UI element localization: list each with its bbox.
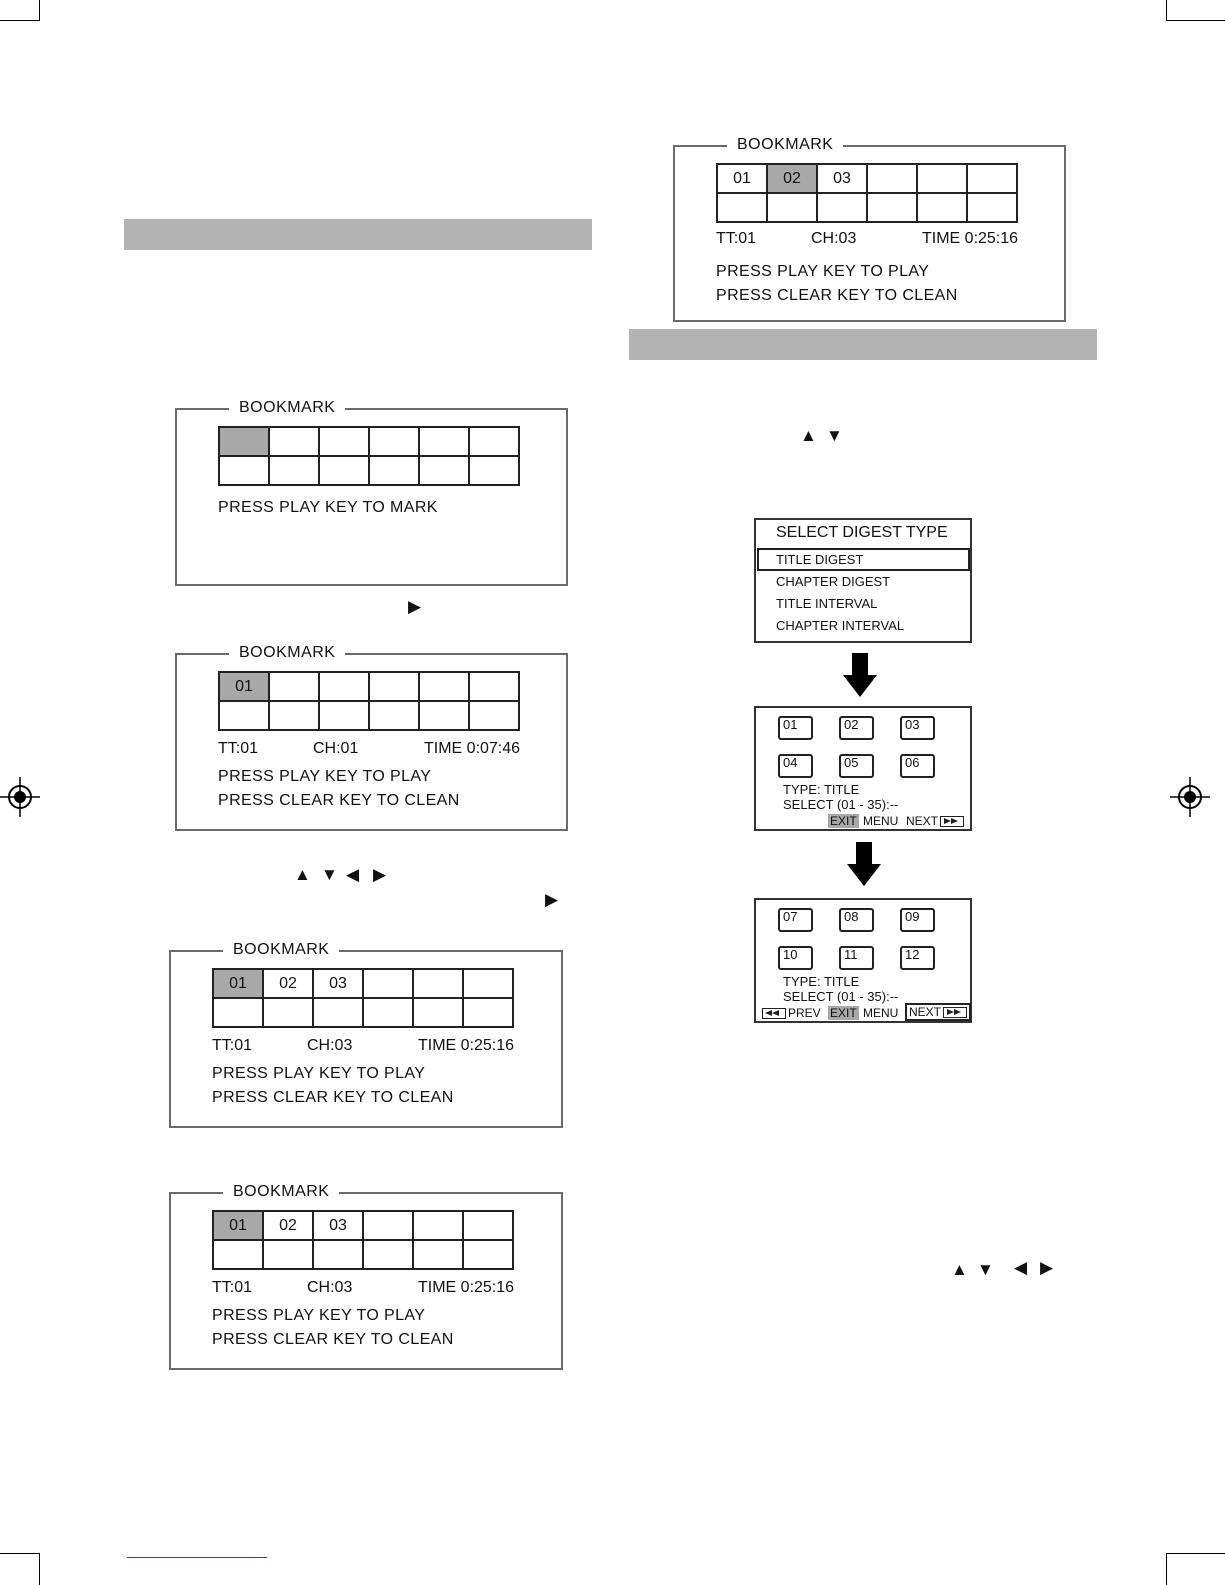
bookmark-time: TIME 0:07:46 [424, 740, 521, 757]
bookmark-slot[interactable] [419, 672, 469, 701]
bookmark-message: PRESS CLEAR KEY TO CLEAN [212, 1331, 454, 1348]
menu-button[interactable]: MENU [863, 814, 899, 828]
bookmark-slot[interactable] [213, 998, 263, 1027]
crop-mark [1166, 20, 1225, 21]
digest-menu-title: SELECT DIGEST TYPE [776, 524, 948, 541]
crop-mark [1166, 1553, 1167, 1585]
bookmark-slot[interactable] [319, 701, 369, 730]
bookmark-slot[interactable] [263, 1240, 313, 1269]
down-arrow-icon: ▼ [321, 865, 338, 884]
bookmark-slot[interactable] [363, 998, 413, 1027]
bookmark-grid [212, 968, 514, 1028]
flow-down-arrow-icon [847, 842, 881, 886]
digest-thumbnail-screen [754, 706, 972, 831]
bookmark-message: PRESS PLAY KEY TO PLAY [218, 768, 432, 785]
bookmark-chapter-number: CH:03 [811, 230, 857, 247]
bookmark-slot[interactable] [263, 998, 313, 1027]
bookmark-slot[interactable] [363, 1240, 413, 1269]
digest-thumbnail[interactable]: 09 [900, 908, 935, 932]
menu-button[interactable]: MENU [863, 1006, 899, 1020]
down-arrow-icon: ▼ [977, 1260, 994, 1279]
bookmark-grid [212, 1210, 514, 1270]
bookmark-screen [175, 644, 568, 831]
bookmark-title-number: TT:01 [716, 230, 757, 247]
bookmark-message: PRESS CLEAR KEY TO CLEAN [212, 1089, 454, 1106]
bookmark-slot[interactable] [369, 456, 419, 485]
left-arrow-icon: ◀ [346, 865, 360, 884]
bookmark-slot[interactable] [419, 427, 469, 456]
bookmark-slot[interactable] [967, 193, 1017, 222]
bookmark-slot[interactable]: 03 [313, 969, 363, 998]
bookmark-slot[interactable] [319, 456, 369, 485]
prev-label: PREV [788, 1006, 821, 1020]
bookmark-slot[interactable] [867, 193, 917, 222]
bookmark-chapter-number: CH:03 [307, 1037, 353, 1054]
bookmark-slot[interactable] [319, 672, 369, 701]
bookmark-title-number: TT:01 [212, 1037, 253, 1054]
next-button[interactable] [906, 814, 964, 828]
bookmark-slot[interactable]: 01 [213, 1211, 263, 1240]
bookmark-slot[interactable] [269, 427, 319, 456]
bookmark-slot[interactable] [463, 1240, 513, 1269]
digest-select-prompt: SELECT (01 - 35):-- [783, 797, 899, 812]
bookmark-slot[interactable] [413, 1211, 463, 1240]
bookmark-slot[interactable] [413, 998, 463, 1027]
bookmark-slot[interactable] [767, 193, 817, 222]
bookmark-slot[interactable]: 02 [767, 164, 817, 193]
bookmark-slot[interactable] [463, 969, 513, 998]
footer-rule [127, 1557, 267, 1558]
bookmark-slot[interactable] [269, 456, 319, 485]
bookmark-chapter-number: CH:01 [313, 740, 359, 757]
bookmark-slot[interactable] [469, 672, 519, 701]
bookmark-grid [218, 426, 520, 486]
bookmark-grid [716, 163, 1018, 223]
bookmark-slot[interactable] [219, 427, 269, 456]
bookmark-time: TIME 0:25:16 [922, 230, 1019, 247]
bookmark-time: TIME 0:25:16 [418, 1279, 515, 1296]
bookmark-slot[interactable] [413, 1240, 463, 1269]
digest-select-prompt: SELECT (01 - 35):-- [783, 989, 899, 1004]
registration-mark-icon [1170, 777, 1210, 817]
fast-forward-icon [943, 1007, 967, 1018]
bookmark-screen [169, 1183, 563, 1370]
bookmark-slot[interactable] [469, 456, 519, 485]
bookmark-slot[interactable]: 02 [263, 969, 313, 998]
crop-mark [1166, 0, 1167, 20]
bookmark-slot[interactable] [219, 701, 269, 730]
bookmark-slot[interactable]: 03 [817, 164, 867, 193]
play-icon: ▶ [408, 597, 422, 616]
bookmark-time: TIME 0:25:16 [418, 1037, 515, 1054]
section-header-bar [124, 219, 592, 250]
bookmark-title: BOOKMARK [229, 396, 345, 420]
bookmark-slot[interactable]: 01 [213, 969, 263, 998]
bookmark-slot[interactable] [213, 1240, 263, 1269]
bookmark-slot[interactable] [269, 672, 319, 701]
bookmark-slot[interactable] [313, 1240, 363, 1269]
bookmark-slot[interactable] [313, 998, 363, 1027]
crop-mark [1166, 1553, 1225, 1554]
digest-option-chapter-interval[interactable]: CHAPTER INTERVAL [776, 618, 905, 633]
section-header-bar [629, 329, 1097, 360]
digest-type-label: TYPE: TITLE [783, 974, 860, 989]
bookmark-title: BOOKMARK [229, 641, 345, 665]
bookmark-slot[interactable]: 03 [313, 1211, 363, 1240]
bookmark-title-number: TT:01 [212, 1279, 253, 1296]
digest-thumbnail[interactable]: 11 [839, 946, 874, 970]
digest-thumbnail[interactable]: 10 [778, 946, 813, 970]
crop-mark [0, 1553, 40, 1554]
digest-thumbnail[interactable]: 08 [839, 908, 874, 932]
bookmark-slot[interactable]: 01 [219, 672, 269, 701]
digest-thumbnail[interactable]: 01 [778, 716, 813, 740]
bookmark-message: PRESS PLAY KEY TO PLAY [716, 263, 930, 280]
bookmark-slot[interactable] [917, 193, 967, 222]
exit-button[interactable]: EXIT [830, 1006, 857, 1020]
right-arrow-icon: ▶ [1040, 1258, 1054, 1277]
digest-thumbnail[interactable]: 12 [900, 946, 935, 970]
digest-thumbnail[interactable]: 07 [778, 908, 813, 932]
bookmark-slot[interactable] [867, 164, 917, 193]
bookmark-slot[interactable]: 02 [263, 1211, 313, 1240]
digest-type-menu [754, 518, 972, 643]
bookmark-screen [175, 399, 568, 586]
next-button[interactable] [905, 1003, 971, 1021]
left-arrow-icon: ◀ [1014, 1258, 1028, 1277]
bookmark-message: PRESS CLEAR KEY TO CLEAN [218, 792, 460, 809]
right-arrow-icon: ▶ [373, 865, 387, 884]
up-arrow-icon: ▲ [800, 426, 817, 445]
play-icon: ▶ [545, 890, 559, 909]
bookmark-grid [218, 671, 520, 731]
bookmark-slot[interactable] [369, 427, 419, 456]
bookmark-slot[interactable] [369, 701, 419, 730]
digest-thumbnail[interactable]: 06 [900, 754, 935, 778]
bookmark-slot[interactable] [319, 427, 369, 456]
bookmark-slot[interactable] [269, 701, 319, 730]
registration-mark-icon [0, 777, 40, 817]
crop-mark [39, 1553, 40, 1585]
bookmark-message: PRESS CLEAR KEY TO CLEAN [716, 287, 958, 304]
bookmark-slot[interactable] [463, 1211, 513, 1240]
bookmark-slot[interactable] [413, 969, 463, 998]
bookmark-slot[interactable] [363, 969, 413, 998]
bookmark-title: BOOKMARK [223, 1180, 339, 1204]
digest-type-label: TYPE: TITLE [783, 782, 860, 797]
digest-option-title-interval[interactable]: TITLE INTERVAL [776, 596, 878, 611]
bookmark-message: PRESS PLAY KEY TO PLAY [212, 1307, 426, 1324]
crop-mark [0, 20, 40, 21]
bookmark-slot[interactable] [469, 427, 519, 456]
flow-down-arrow-icon [843, 653, 877, 697]
bookmark-title: BOOKMARK [727, 133, 843, 157]
next-label: NEXT [909, 1005, 942, 1019]
digest-option-chapter-digest[interactable]: CHAPTER DIGEST [776, 574, 891, 589]
exit-button[interactable]: EXIT [830, 814, 857, 828]
digest-thumbnail-screen [754, 898, 972, 1023]
down-arrow-icon: ▼ [826, 426, 843, 445]
up-arrow-icon: ▲ [294, 865, 311, 884]
crop-mark [39, 0, 40, 20]
bookmark-slot[interactable] [717, 193, 767, 222]
bookmark-slot[interactable] [463, 998, 513, 1027]
bookmark-slot[interactable] [419, 456, 469, 485]
bookmark-slot[interactable]: 01 [717, 164, 767, 193]
prev-button[interactable] [762, 1006, 821, 1020]
bookmark-title-number: TT:01 [218, 740, 259, 757]
bookmark-slot[interactable] [967, 164, 1017, 193]
bookmark-screen [673, 136, 1066, 322]
digest-thumbnail[interactable]: 05 [839, 754, 874, 778]
bookmark-screen [169, 941, 563, 1128]
digest-thumbnail[interactable]: 02 [839, 716, 874, 740]
digest-thumbnail[interactable]: 04 [778, 754, 813, 778]
bookmark-message: PRESS PLAY KEY TO PLAY [212, 1065, 426, 1082]
bookmark-slot[interactable] [817, 193, 867, 222]
bookmark-slot[interactable] [419, 701, 469, 730]
bookmark-slot[interactable] [469, 701, 519, 730]
digest-thumbnail[interactable]: 03 [900, 716, 935, 740]
digest-option-title-digest[interactable]: TITLE DIGEST [776, 552, 864, 567]
bookmark-slot[interactable] [917, 164, 967, 193]
bookmark-title: BOOKMARK [223, 938, 339, 962]
fast-forward-icon [940, 816, 964, 827]
next-label: NEXT [906, 814, 939, 828]
bookmark-chapter-number: CH:03 [307, 1279, 353, 1296]
bookmark-slot[interactable] [369, 672, 419, 701]
bookmark-message: PRESS PLAY KEY TO MARK [218, 499, 438, 516]
up-arrow-icon: ▲ [951, 1260, 968, 1279]
bookmark-slot[interactable] [363, 1211, 413, 1240]
rewind-icon [762, 1008, 786, 1019]
bookmark-slot[interactable] [219, 456, 269, 485]
